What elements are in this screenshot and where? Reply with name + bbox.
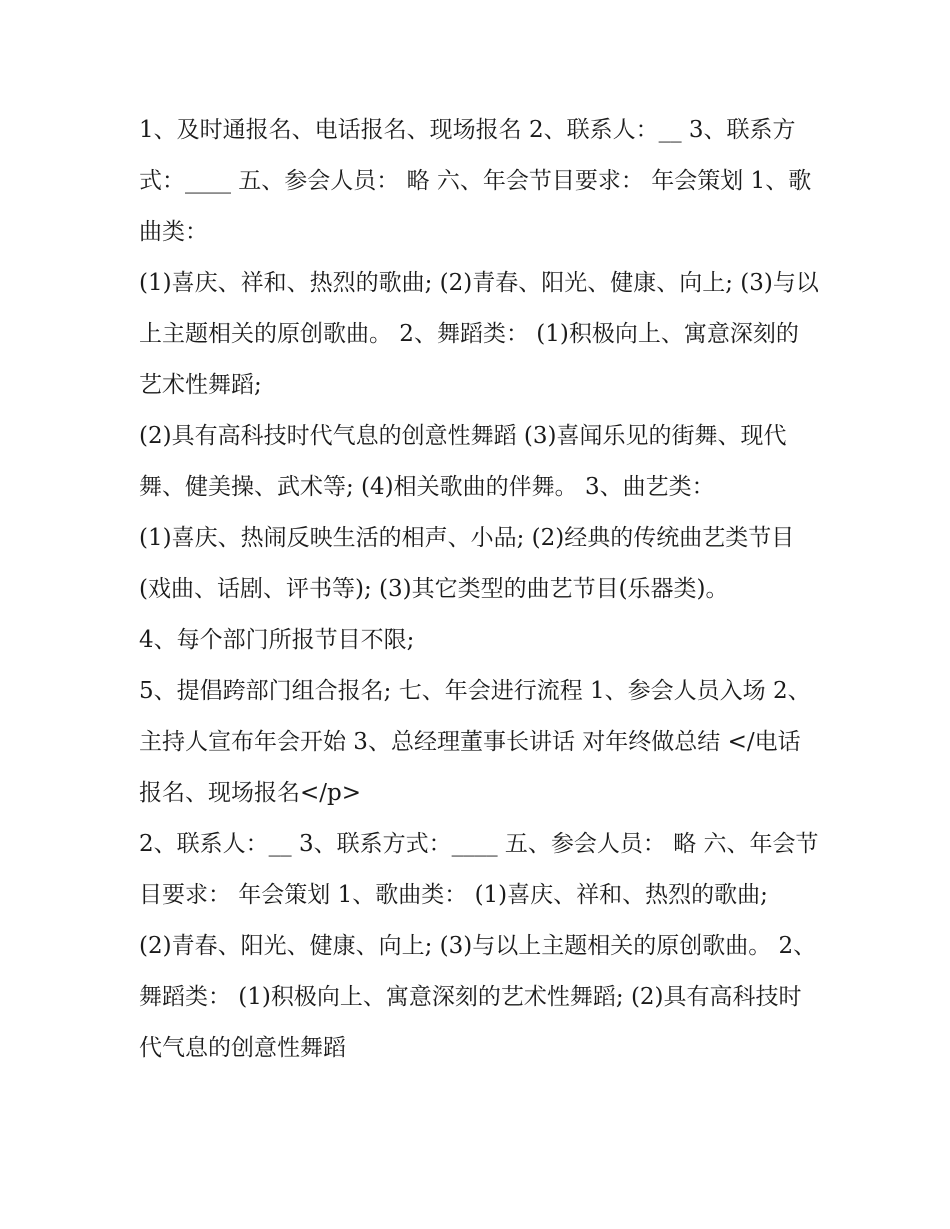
paragraph-song-themes-and-dance: (1)喜庆、祥和、热烈的歌曲; (2)青春、阳光、健康、向上; (3)与以上主题相关的原创歌曲。 2、舞蹈类： (1)积极向上、寓意深刻的艺术性舞蹈; <box>139 270 819 398</box>
paragraph-department-limit: 4、每个部门所报节目不限; <box>139 627 415 653</box>
paragraph-quyi-types: (1)喜庆、热闹反映生活的相声、小品; (2)经典的传统曲艺类节目(戏曲、话剧、评书等); (3)其它类型的曲艺节目(乐器类)。 <box>139 525 795 602</box>
paragraph-themes-repeat: (2)青春、阳光、健康、向上; (3)与以上主题相关的原创歌曲。 2、舞蹈类： (1)积极向上、寓意深刻的艺术性舞蹈; (2)具有高科技时代气息的创意性舞蹈 <box>139 933 817 1061</box>
paragraph-contact-repeat: 2、联系人：__ 3、联系方式：____ 五、参会人员： 略 六、年会节目要求： 年会策划 1、歌曲类： (1)喜庆、祥和、热烈的歌曲; <box>139 831 819 908</box>
paragraph-dance-types-and-quyi: (2)具有高科技时代气息的创意性舞蹈 (3)喜闻乐见的街舞、现代舞、健美操、武术等; (4)相关歌曲的伴舞。 3、曲艺类： <box>139 423 787 500</box>
paragraph-procedure: 5、提倡跨部门组合报名; 七、年会进行流程 1、参会人员入场 2、主持人宣布年会开始 3、总经理董事长讲话 对年终做总结 </电话报名、现场报名</p> <box>139 678 811 806</box>
paragraph-registration-and-songs: 1、及时通报名、电话报名、现场报名 2、联系人：__ 3、联系方式：____ 五、参会人员： 略 六、年会节目要求： 年会策划 1、歌曲类： <box>139 117 812 245</box>
document-body <box>139 105 819 1074</box>
